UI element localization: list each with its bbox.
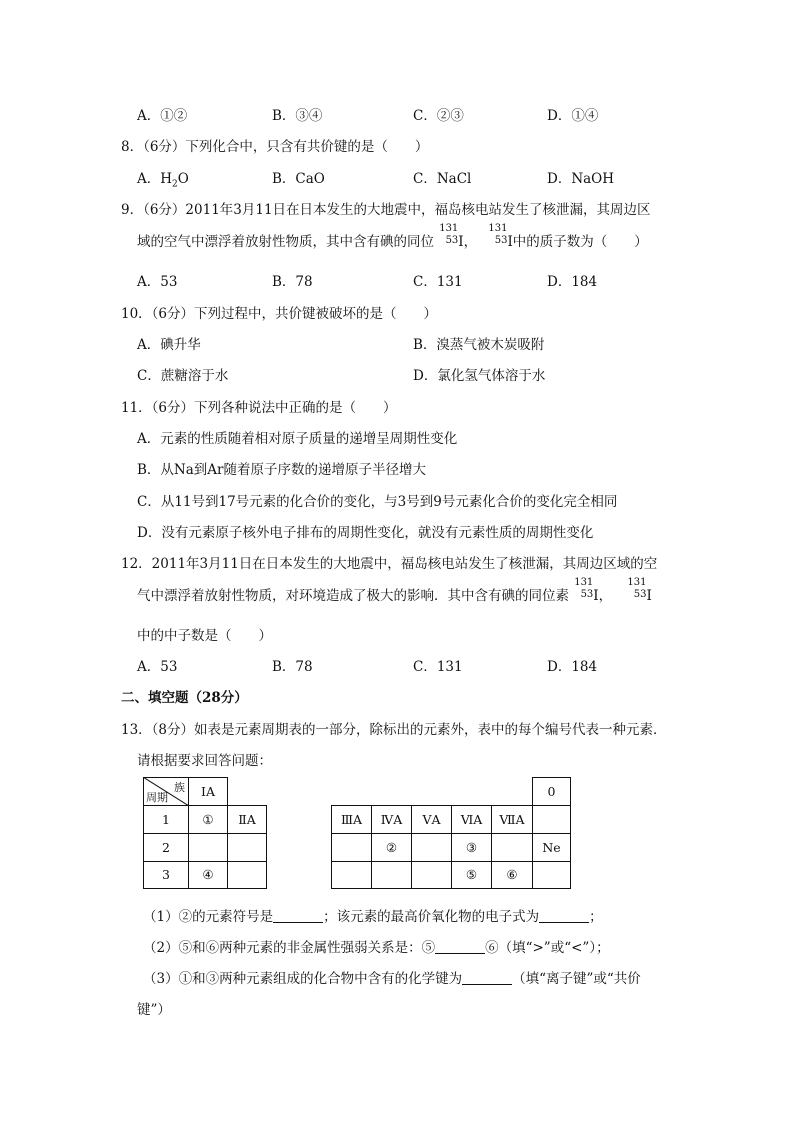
- q10-stem: 10．（6分）下列过程中，共价键被破坏的是（ ）: [121, 306, 438, 322]
- q10-option-a: A．碘升华: [137, 337, 201, 353]
- q9-line1: 9．（6分）2011年3月11日在日本发生的大地震中，福岛核电站发生了核泄漏，其周边区: [121, 202, 651, 218]
- q12-line1: 12．2011年3月11日在日本发生的大地震中，福岛核电站发生了核泄漏，其周边区域的空: [121, 556, 658, 572]
- cell-element-6: ⑥: [491, 861, 533, 889]
- iodine-isotope-1: 131 53: [439, 223, 459, 246]
- cell-empty: [188, 833, 228, 862]
- group-via-header: ⅥA: [451, 805, 492, 834]
- q12-line3: 中的中子数是（ ）: [137, 628, 272, 644]
- group-ia-header: ⅠA: [188, 777, 228, 806]
- cell-empty: [532, 805, 571, 834]
- cell-empty: [227, 861, 267, 889]
- q12-option-a: A．53: [137, 659, 178, 675]
- q7-option-c: C．②③: [413, 108, 464, 124]
- q8-stem: 8．（6分）下列化合中，只含有共价键的是（ ）: [121, 139, 429, 155]
- corner-period-label: 周期: [146, 791, 168, 804]
- section-title-fill-in: 二、填空题（28分）: [121, 690, 248, 706]
- q11-option-b: B．从Na到Ar随着原子序数的递增原子半径增大: [137, 462, 426, 478]
- q10-option-c: C．蔗糖溶于水: [137, 368, 229, 384]
- cell-neon: Ne: [532, 833, 571, 862]
- cell-element-4: ④: [188, 861, 228, 889]
- q8-option-b: B．CaO: [272, 171, 325, 187]
- q12-option-d: D．184: [547, 659, 598, 675]
- cell-element-5: ⑤: [451, 861, 492, 889]
- cell-empty: [331, 833, 372, 862]
- q7-option-a: A．①②: [137, 108, 188, 124]
- period-3-label: 3: [143, 861, 189, 889]
- cell-empty: [411, 861, 452, 889]
- iodine-isotope-2: 131 53: [488, 223, 508, 246]
- group-iia-header: ⅡA: [227, 805, 267, 834]
- q11-option-d: D．没有元素原子核外电子排布的周期性变化，就没有元素性质的周期性变化: [137, 525, 594, 541]
- cell-element-1: ①: [188, 805, 228, 834]
- q13-sub2: （2）⑤和⑥两种元素的非金属性强弱关系是：⑤ ⑥（填“>”或“<”）；: [143, 940, 610, 956]
- q12-option-c: C．131: [413, 659, 463, 675]
- cell-empty: [371, 861, 412, 889]
- q13-sub3: （3）①和③两种元素组成的化合物中含有的化学键为 （填“离子键”或“共价: [143, 971, 641, 987]
- q13-sub3-cont: 键”）: [137, 1002, 171, 1018]
- cell-empty: [411, 833, 452, 862]
- period-1-label: 1: [143, 805, 189, 834]
- cell-empty: [227, 833, 267, 862]
- cell-element-3: ③: [451, 833, 492, 862]
- group-0-header: 0: [532, 777, 571, 806]
- q7-option-d: D．①④: [547, 108, 599, 124]
- group-va-header: ⅤA: [411, 805, 452, 834]
- q10-option-d: D．氯化氢气体溶于水: [413, 368, 546, 384]
- q11-option-c: C．从11号到17号元素的化合价的变化，与3号到9号元素化合价的变化完全相同: [137, 494, 618, 510]
- group-viia-header: ⅦA: [491, 805, 533, 834]
- q9-line2: 域的空气中漂浮着放射性物质，其中含有碘的同位 131 53 I， 131 53 I中的质子数为（ ）: [137, 223, 648, 250]
- q11-stem: 11．（6分）下列各种说法中正确的是（ ）: [121, 400, 397, 416]
- corner-group-label: 族: [174, 781, 185, 794]
- q11-option-a: A．元素的性质随着相对原子质量的递增呈周期性变化: [137, 431, 458, 447]
- iodine-isotope-3: 131 53: [574, 577, 594, 600]
- table-corner-cell: [143, 777, 189, 806]
- cell-empty: [532, 861, 571, 889]
- answer-blank-1[interactable]: [273, 910, 323, 923]
- iodine-isotope-4: 131 53: [627, 577, 647, 600]
- answer-blank-4[interactable]: [462, 972, 512, 985]
- cell-empty: [491, 833, 533, 862]
- q12-line2: 气中漂浮着放射性物质，对环境造成了极大的影响．其中含有碘的同位素 131 53 I， 131 53 I: [137, 577, 652, 604]
- q9-option-b: B．78: [272, 274, 313, 290]
- q8-option-d: D．NaOH: [547, 171, 615, 187]
- cell-element-2: ②: [371, 833, 412, 862]
- q10-option-b: B．溴蒸气被木炭吸附: [413, 337, 545, 353]
- cell-empty: [331, 861, 372, 889]
- q7-option-b: B．③④: [272, 108, 323, 124]
- q13-line1: 13．（8分）如表是元素周期表的一部分，除标出的元素外，表中的每个编号代表一种元素．: [121, 722, 667, 738]
- period-2-label: 2: [143, 833, 189, 862]
- q9-option-d: D．184: [547, 274, 598, 290]
- answer-blank-2[interactable]: [539, 910, 589, 923]
- periodic-table-fragment: [143, 777, 571, 889]
- q12-option-b: B．78: [272, 659, 313, 675]
- group-iva-header: ⅣA: [371, 805, 412, 834]
- q9-option-a: A．53: [137, 274, 178, 290]
- q13-line2: 请根据要求回答问题：: [137, 753, 272, 769]
- q8-option-a: A．$H_2O$: [137, 171, 189, 190]
- q13-sub1: （1）②的元素符号是 ；该元素的最高价氧化物的电子式为 ；: [143, 909, 603, 925]
- q8-option-c: C．NaCl: [413, 171, 472, 187]
- answer-blank-3[interactable]: [435, 941, 485, 954]
- q9-option-c: C．131: [413, 274, 463, 290]
- group-iiia-header: ⅢA: [331, 805, 372, 834]
